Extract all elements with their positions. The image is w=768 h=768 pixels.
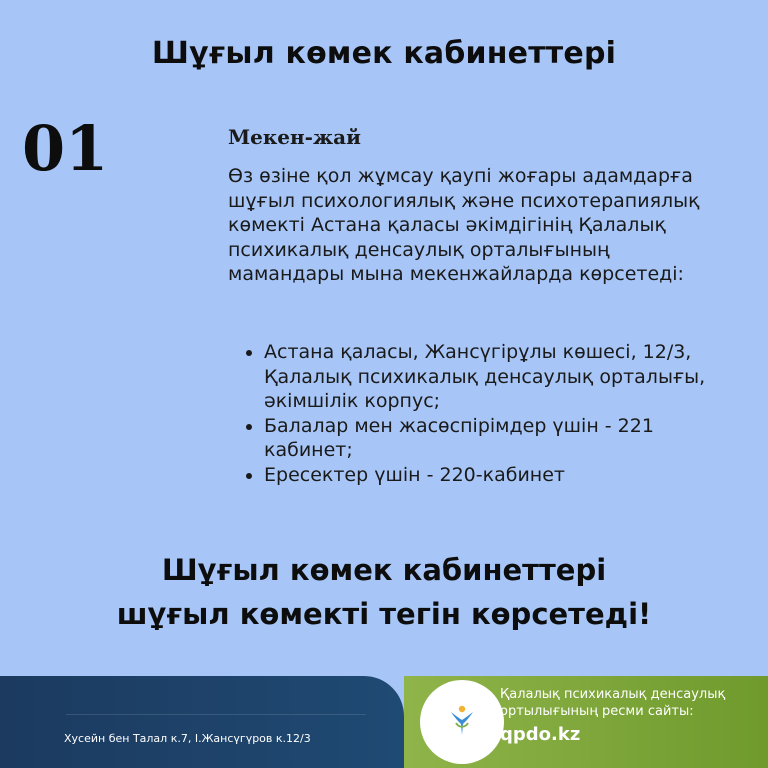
footer-address-panel bbox=[0, 676, 404, 768]
logo bbox=[420, 680, 504, 764]
slogan bbox=[0, 548, 768, 636]
list-item: • Ересектер үшін - 220-кабинет bbox=[264, 463, 734, 488]
section-heading: Мекен-жай bbox=[228, 125, 361, 149]
list-item: • Балалар мен жасөспірімдер үшін - 221 кабинет; bbox=[264, 414, 734, 463]
site-caption bbox=[500, 686, 760, 720]
footer-address: Хусейн бен Талал к.7, І.Жансүгүров к.12/3 bbox=[64, 732, 311, 745]
address-list bbox=[244, 340, 734, 487]
site-link[interactable]: qpdo.kz bbox=[500, 724, 581, 745]
slogan-line-1: Шұғыл көмек кабинеттері bbox=[161, 553, 607, 587]
footer-divider bbox=[66, 714, 366, 715]
slogan-line-2: шұғыл көмекті тегін көрсетеді! bbox=[116, 597, 652, 631]
site-caption-line-2: ортылығының ресми сайты: bbox=[500, 704, 694, 719]
section-description: Өз өзіне қол жұмсау қаупі жоғары адамдарға шұғыл психологиялық және психотерапиялық көмекті Астана қаласы әкімдігінің Қалалық психикалық денсаулық орталығының мамандары мына мекенжайларда көрсетеді: bbox=[228, 165, 700, 285]
section-number: 01 bbox=[22, 112, 109, 185]
page-title: Шұғыл көмек кабинеттері bbox=[151, 36, 617, 71]
site-caption-line-1: Қалалық психикалық денсаулық bbox=[500, 687, 726, 702]
list-item: • Астана қаласы, Жансүгірұлы көшесі, 12/3, Қалалық психикалық денсаулық орталығы, әкімшілік корпус; bbox=[264, 340, 734, 414]
person-ribbon-icon bbox=[447, 703, 477, 741]
